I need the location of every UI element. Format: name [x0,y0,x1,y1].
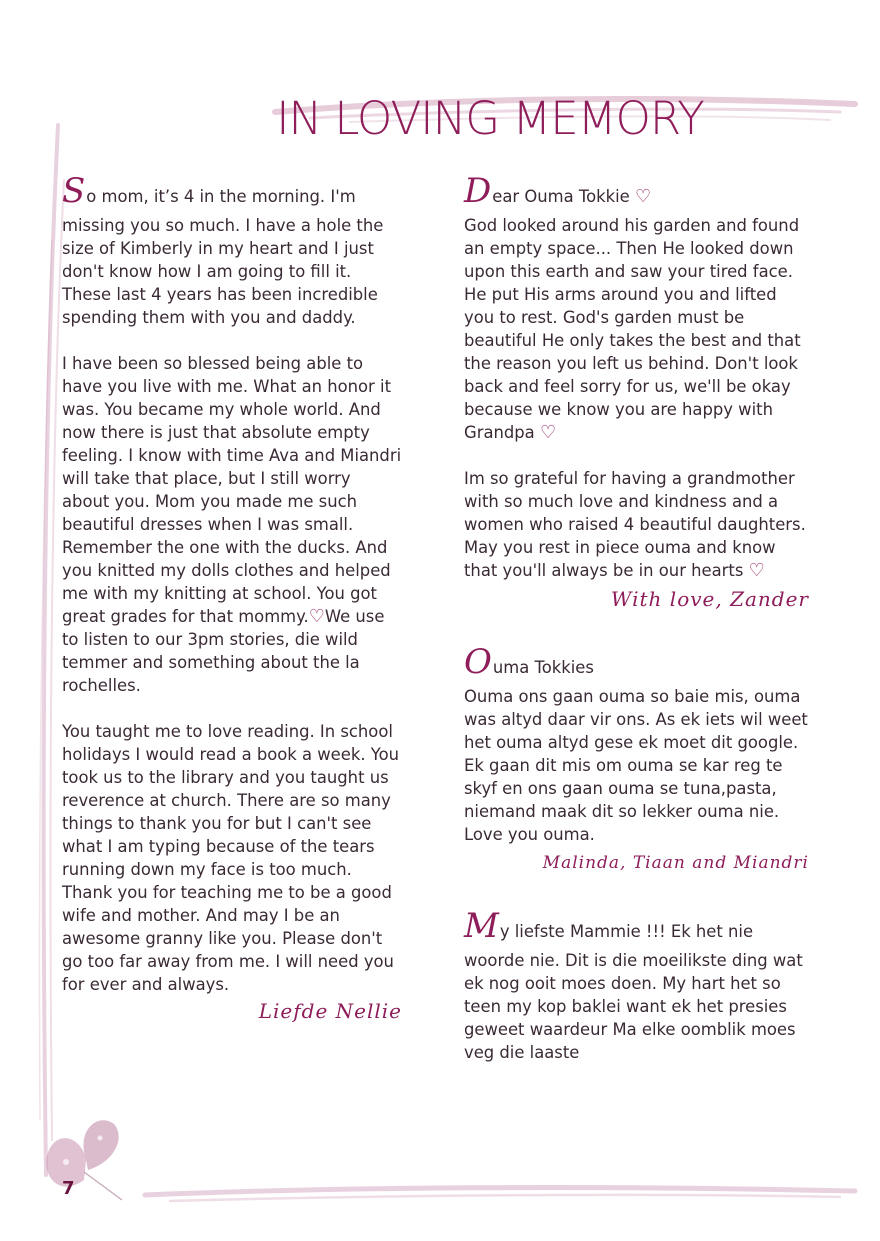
drop-cap: O [464,642,492,682]
paragraph: Ouma ons gaan ouma so baie mis, ouma was altyd daar vir ons. As ek iets wil weet het ouma altyd gese ek moet dit google. Ek gaan dit mis om ouma se kar reg te skyf en ons gaan ouma se tuna,pasta, niemand maak dit so lekker ouma nie. Love you ouma. [464,687,808,844]
section-heading [464,906,809,946]
paragraph [464,467,809,582]
paragraph [62,352,402,697]
signature: Malinda, Tiaan and Miandri [542,853,809,873]
drop-cap: S [62,171,86,211]
heart-outline-icon: ♡ [748,560,765,581]
butterfly-icon [36,1110,126,1210]
heart-outline-icon: ♡ [634,186,652,207]
signature: Liefde Nellie [258,999,402,1023]
left-column-tribute [62,171,402,1023]
paragraph: You taught me to love reading. In school holidays I would read a book a week. You took us to the library and you taught us reverence at church. There are so many things to thank you for but I can't see what I am typing because of the tears running down my face is too much. Thank you for teaching me to be a good wife and mother. And may I be an awesome granny like you. Please don't go too far away from me. I will need you for ever and always. [62,722,399,994]
heart-outline-icon: ♡ [308,606,325,627]
paragraph-text: God looked around his garden and found an empty space... Then He looked down upon this earth and saw your tired face. He put His arms around you and lifted you to rest. God's garden must be beautiful He only takes the best and that the reason you left us behind. Don't look back and feel sorry for us, we'll be okay because we know you are happy with Grandpa [464,216,801,442]
signature: With love, Zander [610,587,809,611]
page-title: IN LOVING MEMORY [276,92,704,146]
section-heading [464,642,809,682]
paragraph-text: Im so grateful for having a grandmother with so much love and kindness and a women who raised 4 beautiful daughters. May you rest in piece ouma and know that you'll always be in our hearts [464,469,806,580]
paragraph-text: I have been so blessed being able to have you live with me. What an honor it was. You became my whole world. And now there is just that absolute empty feeling. I know with time Ava and Miandri will take that place, but I still worry about you. Mom you made me such beautiful dresses when I was small. Remember the one with the ducks. And you knitted my dolls clothes and helped me with my knitting at school. You got great grades for that mommy. [62,354,402,626]
tribute-section-zander [464,171,809,611]
left-lead-line [62,171,402,211]
heading-text: uma Tokkies [492,658,594,677]
page-number: 7 [62,1178,75,1199]
tribute-section-mammie [464,906,809,1064]
paragraph: woorde nie. Dit is die moeilikste ding wat ek nog ooit moes doen. My hart het so teen my kop baklei want ek het presies geweet waardeur Ma elke oomblik moes veg die laaste [464,951,803,1062]
paragraph [464,214,809,444]
heading-text: y liefste Mammie !!! Ek het nie [499,922,754,941]
section-heading [464,171,809,211]
tribute-section-malinda [464,642,809,875]
paragraph: missing you so much. I have a hole the size of Kimberly in my heart and I just don't know how I am going to fill it. These last 4 years has been incredible spending them with you and daddy. [62,216,384,327]
right-column-tributes [464,171,809,1064]
paragraph-text: We use to listen to our 3pm stories, die wild temmer and something about the la rochelles. [62,607,385,695]
lead-text: o mom, it’s 4 in the morning. I'm [86,187,356,206]
footer-brush-stroke [140,1175,860,1215]
drop-cap: M [464,906,499,946]
drop-cap: D [464,171,492,211]
heading-text: ear Ouma Tokkie [492,187,630,206]
heart-outline-icon: ♡ [539,422,557,443]
